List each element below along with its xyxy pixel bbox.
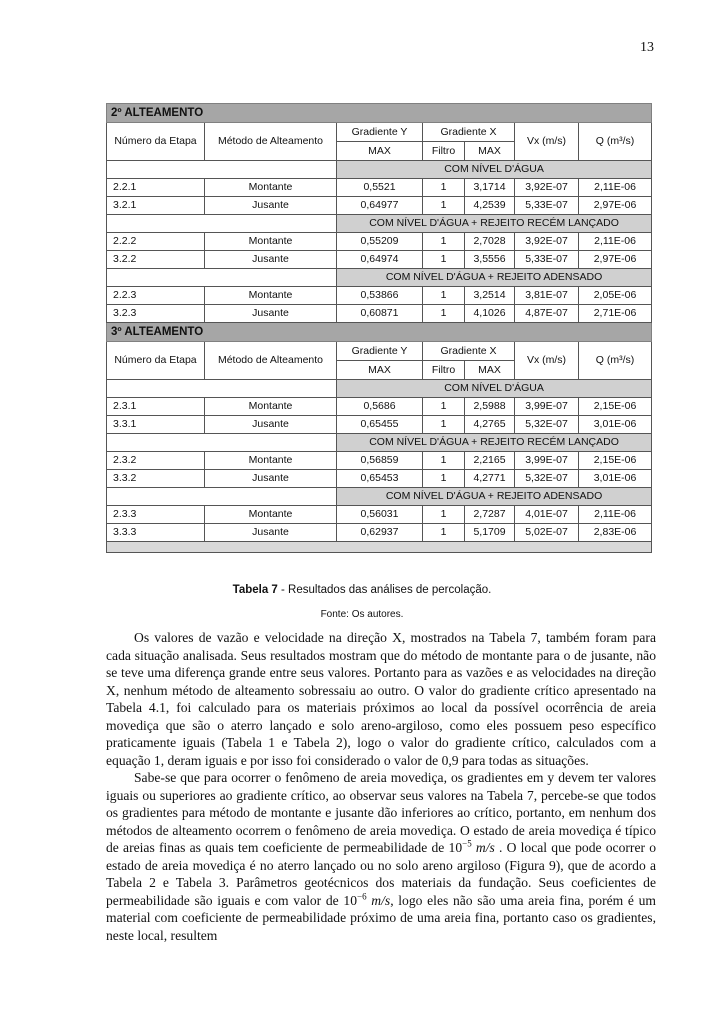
paragraph-2-part-c: , logo eles não são uma areia fina, porém é um material com coeficiente de permeabilidade próximo de uma areia fina, portanto caso os gradientes, neste local, resultem	[106, 892, 657, 943]
grad-x-max-cell: 3,1714	[465, 179, 515, 197]
condition-row	[107, 269, 652, 287]
grad-x-max-cell: 2,7028	[465, 233, 515, 251]
vx-cell: 5,33E-07	[515, 197, 579, 215]
grad-x-max-cell: 5,1709	[465, 524, 515, 542]
condition-row	[107, 488, 652, 506]
condition-spacer	[107, 488, 337, 506]
grad-x-max-cell: 2,5988	[465, 398, 515, 416]
etapa-cell: 3.3.1	[107, 416, 205, 434]
q-cell: 2,11E-06	[579, 233, 652, 251]
q-cell: 2,83E-06	[579, 524, 652, 542]
etapa-cell: 3.2.3	[107, 305, 205, 323]
table-row	[107, 470, 652, 488]
header-gradiente-x: Gradiente X	[423, 123, 515, 142]
q-cell: 2,97E-06	[579, 251, 652, 269]
etapa-cell: 3.2.2	[107, 251, 205, 269]
header-grad-x-max: MAX	[465, 142, 515, 161]
etapa-cell: 2.2.2	[107, 233, 205, 251]
unit-1: m/s	[475, 840, 495, 855]
table-row	[107, 179, 652, 197]
condition-label: COM NÍVEL D'ÁGUA + REJEITO RECÉM LANÇADO	[337, 434, 652, 452]
grad-x-filtro-cell: 1	[423, 197, 465, 215]
table-caption	[0, 584, 724, 596]
section-banner	[107, 104, 652, 123]
q-cell: 2,15E-06	[579, 452, 652, 470]
paragraph-2-part-b: . O local que pode ocorrer o estado de areia movediça é no aterro lançado ou no solo areno argiloso (Figura 9), que de acordo a Tabela 2 e Tabela 3. Parâmetros geotécnicos dos materiais da fundação. Seus coeficientes de permeabilidade são iguais e com valor de 10	[106, 840, 657, 908]
header-grad-x-max: MAX	[465, 361, 515, 380]
metodo-cell: Montante	[205, 506, 337, 524]
header-metodo: Método de Alteamento	[205, 342, 337, 380]
metodo-cell: Jusante	[205, 416, 337, 434]
grad-x-filtro-cell: 1	[423, 233, 465, 251]
header-etapa: Número da Etapa	[107, 342, 205, 380]
header-vx: Vx (m/s)	[515, 123, 579, 161]
vx-cell: 3,81E-07	[515, 287, 579, 305]
exponent-2: −6	[357, 890, 367, 901]
table-row	[107, 506, 652, 524]
table-row	[107, 452, 652, 470]
grad-x-max-cell: 3,5556	[465, 251, 515, 269]
header-gradiente-y: Gradiente Y	[337, 123, 423, 142]
q-cell: 2,11E-06	[579, 179, 652, 197]
grad-x-filtro-cell: 1	[423, 506, 465, 524]
paragraph-2	[106, 769, 656, 944]
vx-cell: 4,87E-07	[515, 305, 579, 323]
grad-x-max-cell: 4,1026	[465, 305, 515, 323]
table-source: Fonte: Os autores.	[320, 609, 404, 620]
table-bottom-band	[107, 542, 652, 553]
grad-x-filtro-cell: 1	[423, 251, 465, 269]
condition-label: COM NÍVEL D'ÁGUA	[337, 380, 652, 398]
metodo-cell: Jusante	[205, 197, 337, 215]
header-row	[107, 342, 652, 361]
header-vx: Vx (m/s)	[515, 342, 579, 380]
paragraph-1: Os valores de vazão e velocidade na direção X, mostrados na Tabela 7, também foram para cada situação analisada. Seus resultados mostram que do método de montante para o de jusante, não se teve uma diferença grande entre seus valores. Portanto para as vazões e as velocidades na direção X, nenhum método de alteamento sobressaiu ao outro. O valor do gradiente crítico apresentado na Tabela 4.1, foi calculado para os materiais próximos ao local da possível ocorrência de areia movediça que são o aterro lançado e solo areno-argiloso, como eles possuem peso específico praticamente iguais (Tabela 1 e Tabela 2), logo o valor do gradiente crítico, calculados com a equação 1, deram iguais e por isso foi considerado o valor de 0,9 para todas as situações.	[106, 630, 656, 768]
grad-x-max-cell: 2,2165	[465, 452, 515, 470]
grad-x-filtro-cell: 1	[423, 416, 465, 434]
metodo-cell: Jusante	[205, 251, 337, 269]
vx-cell: 3,99E-07	[515, 452, 579, 470]
vx-cell: 5,32E-07	[515, 470, 579, 488]
header-grad-x-filtro: Filtro	[423, 361, 465, 380]
results-table-wrapper	[106, 103, 651, 553]
condition-label: COM NÍVEL D'ÁGUA + REJEITO RECÉM LANÇADO	[337, 215, 652, 233]
grad-x-max-cell: 4,2765	[465, 416, 515, 434]
header-row	[107, 123, 652, 142]
table-row	[107, 233, 652, 251]
grad-y-max-cell: 0,60871	[337, 305, 423, 323]
metodo-cell: Jusante	[205, 470, 337, 488]
vx-cell: 5,33E-07	[515, 251, 579, 269]
etapa-cell: 2.3.2	[107, 452, 205, 470]
header-gradiente-x: Gradiente X	[423, 342, 515, 361]
results-table	[106, 103, 652, 553]
condition-spacer	[107, 161, 337, 179]
metodo-cell: Montante	[205, 452, 337, 470]
q-cell: 2,05E-06	[579, 287, 652, 305]
unit-2: m/s	[371, 892, 391, 908]
header-grad-x-filtro: Filtro	[423, 142, 465, 161]
header-q: Q (m³/s)	[579, 342, 652, 380]
condition-row	[107, 215, 652, 233]
etapa-cell: 2.2.3	[107, 287, 205, 305]
header-grad-y-max: MAX	[337, 142, 423, 161]
grad-y-max-cell: 0,5521	[337, 179, 423, 197]
caption-text: - Resultados das análises de percolação.	[277, 584, 492, 596]
etapa-cell: 2.3.1	[107, 398, 205, 416]
metodo-cell: Montante	[205, 398, 337, 416]
grad-x-filtro-cell: 1	[423, 470, 465, 488]
table-row	[107, 524, 652, 542]
condition-spacer	[107, 380, 337, 398]
grad-x-max-cell: 4,2539	[465, 197, 515, 215]
condition-row	[107, 434, 652, 452]
grad-y-max-cell: 0,64974	[337, 251, 423, 269]
section-title: 2º ALTEAMENTO	[107, 104, 652, 123]
table-row	[107, 287, 652, 305]
etapa-cell: 3.3.3	[107, 524, 205, 542]
grad-y-max-cell: 0,64977	[337, 197, 423, 215]
grad-x-max-cell: 4,2771	[465, 470, 515, 488]
condition-label: COM NÍVEL D'ÁGUA + REJEITO ADENSADO	[337, 488, 652, 506]
header-etapa: Número da Etapa	[107, 123, 205, 161]
grad-x-max-cell: 2,7287	[465, 506, 515, 524]
table-row	[107, 305, 652, 323]
condition-label: COM NÍVEL D'ÁGUA + REJEITO ADENSADO	[337, 269, 652, 287]
header-q: Q (m³/s)	[579, 123, 652, 161]
metodo-cell: Montante	[205, 233, 337, 251]
section-banner	[107, 323, 652, 342]
condition-row	[107, 161, 652, 179]
exponent-1: −5	[462, 838, 472, 849]
grad-y-max-cell: 0,62937	[337, 524, 423, 542]
caption-label: Tabela 7	[232, 584, 278, 596]
paragraph-2-part-a: Sabe-se que para ocorrer o fenômeno de areia movediça, os gradientes em y devem ter valores iguais ou superiores ao gradiente crítico, ao observar seus valores na Tabela 7, percebe-se que todos os gradientes para método de montante e jusante dão inferiores ao crítico, portanto, em nenhum dos métodos de alteamento ocorrem o fenômeno de areia movediça. O estado de areia movediça é típico de areias finas as quais tem coeficiente de permeabilidade de 10	[106, 770, 656, 855]
grad-y-max-cell: 0,56859	[337, 452, 423, 470]
section-title: 3º ALTEAMENTO	[107, 323, 652, 342]
grad-y-max-cell: 0,55209	[337, 233, 423, 251]
vx-cell: 3,99E-07	[515, 398, 579, 416]
condition-spacer	[107, 215, 337, 233]
grad-x-filtro-cell: 1	[423, 305, 465, 323]
grad-x-max-cell: 3,2514	[465, 287, 515, 305]
grad-x-filtro-cell: 1	[423, 179, 465, 197]
grad-y-max-cell: 0,65455	[337, 416, 423, 434]
condition-label: COM NÍVEL D'ÁGUA	[337, 161, 652, 179]
vx-cell: 4,01E-07	[515, 506, 579, 524]
vx-cell: 5,32E-07	[515, 416, 579, 434]
grad-y-max-cell: 0,5686	[337, 398, 423, 416]
grad-x-filtro-cell: 1	[423, 452, 465, 470]
grad-y-max-cell: 0,56031	[337, 506, 423, 524]
vx-cell: 3,92E-07	[515, 233, 579, 251]
header-grad-y-max: MAX	[337, 361, 423, 380]
header-gradiente-y: Gradiente Y	[337, 342, 423, 361]
grad-y-max-cell: 0,53866	[337, 287, 423, 305]
vx-cell: 5,02E-07	[515, 524, 579, 542]
condition-row	[107, 380, 652, 398]
metodo-cell: Montante	[205, 287, 337, 305]
q-cell: 2,97E-06	[579, 197, 652, 215]
grad-x-filtro-cell: 1	[423, 287, 465, 305]
grad-x-filtro-cell: 1	[423, 398, 465, 416]
bottom-band-cell	[107, 542, 652, 553]
metodo-cell: Jusante	[205, 524, 337, 542]
metodo-cell: Montante	[205, 179, 337, 197]
grad-y-max-cell: 0,65453	[337, 470, 423, 488]
table-row	[107, 416, 652, 434]
q-cell: 2,11E-06	[579, 506, 652, 524]
table-row	[107, 251, 652, 269]
q-cell: 2,71E-06	[579, 305, 652, 323]
table-row	[107, 197, 652, 215]
metodo-cell: Jusante	[205, 305, 337, 323]
etapa-cell: 3.2.1	[107, 197, 205, 215]
q-cell: 2,15E-06	[579, 398, 652, 416]
q-cell: 3,01E-06	[579, 470, 652, 488]
page-number: 13	[640, 40, 654, 55]
etapa-cell: 3.3.2	[107, 470, 205, 488]
table-row	[107, 398, 652, 416]
vx-cell: 3,92E-07	[515, 179, 579, 197]
grad-x-filtro-cell: 1	[423, 524, 465, 542]
q-cell: 3,01E-06	[579, 416, 652, 434]
condition-spacer	[107, 434, 337, 452]
etapa-cell: 2.2.1	[107, 179, 205, 197]
header-metodo: Método de Alteamento	[205, 123, 337, 161]
etapa-cell: 2.3.3	[107, 506, 205, 524]
body-text	[106, 629, 656, 944]
condition-spacer	[107, 269, 337, 287]
